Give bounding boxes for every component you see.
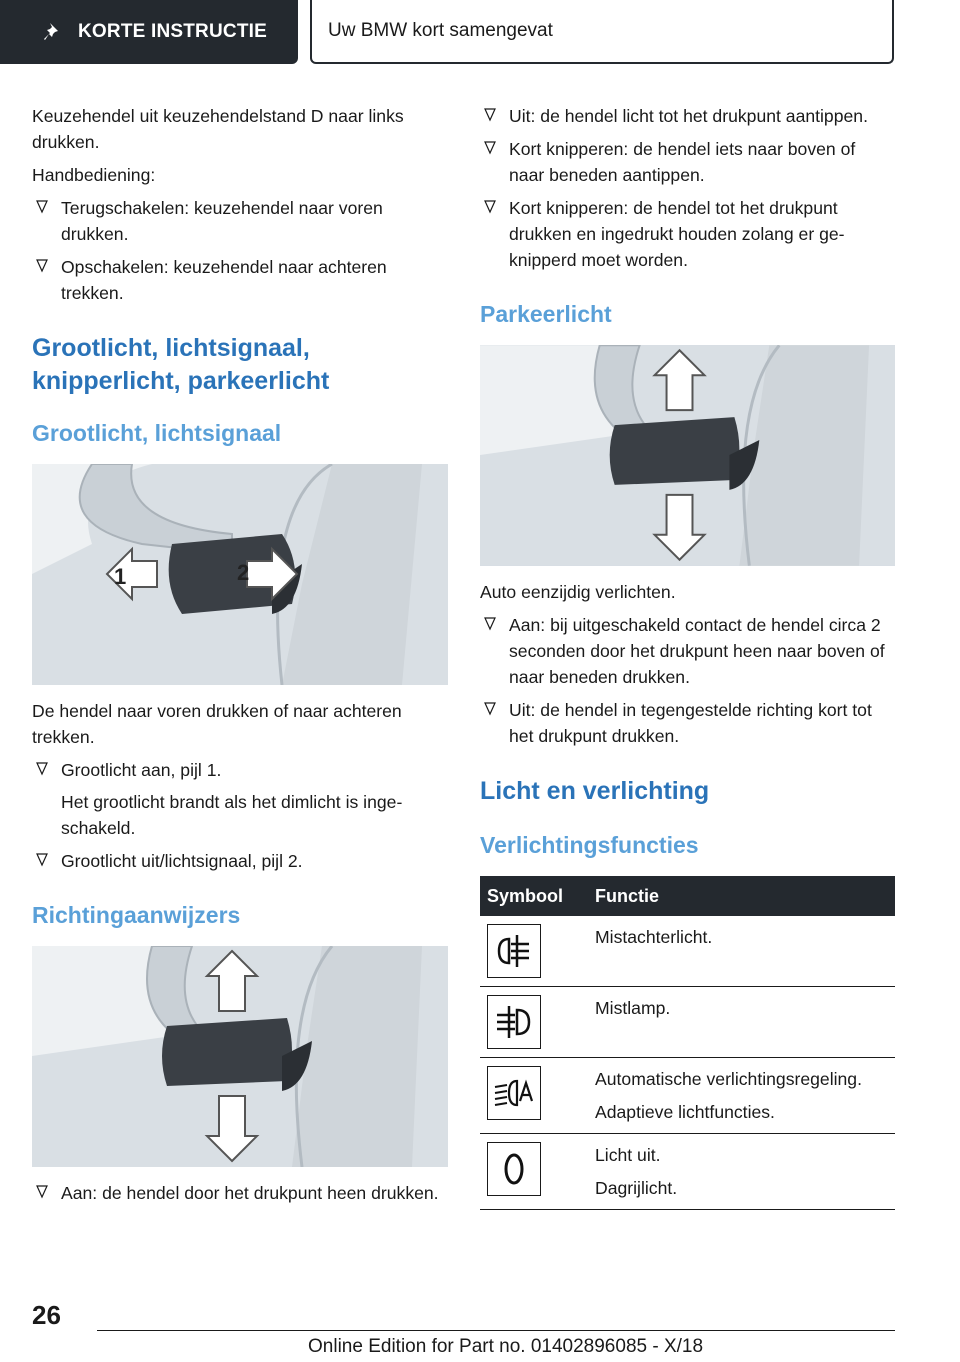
lighting-functions-table [480,876,895,1210]
subsection-heading-functies: Verlichtingsfuncties [480,832,699,858]
list-item-text: Aan: de hendel door het drukpunt heen drukken. [61,1183,439,1203]
list-item [480,697,895,749]
list-item [32,1180,448,1206]
section-heading-licht: Licht en verlichting [480,777,710,805]
handbediening-label: Handbediening: [32,165,156,185]
list-item [32,254,448,306]
table-row [480,1134,895,1210]
page-number: 26 [32,1300,61,1330]
symbol-cell [480,987,595,1058]
grootlicht-text: De hendel naar voren drukken of naar achteren trekken. [32,701,402,747]
triangle-bullet-icon [36,853,48,867]
parking-light-figure [480,345,895,566]
list-item-text: Uit: de hendel licht tot het drukpunt aantippen. [509,106,868,126]
function-text: Dagrijlicht. [595,1178,678,1198]
richting-list [32,1180,448,1206]
right-column [480,103,895,1210]
high-beam-illustration [32,464,448,685]
triangle-bullet-icon [484,200,496,214]
list-item-text: Kort knipperen: de hendel iets naar boven of naar beneden aantippen. [509,139,856,185]
triangle-bullet-icon [36,762,48,776]
function-cell [595,916,895,987]
list-item-text: Grootlicht aan, pijl 1. [61,760,222,780]
triangle-bullet-icon [484,141,496,155]
section-tab-label: KORTE INSTRUCTIE [78,21,267,42]
function-text: Adaptieve lichtfuncties. [595,1102,775,1122]
column-header-symbol: Symbool [480,876,595,916]
chapter-title: Uw BMW kort samengevat [328,20,553,41]
triangle-bullet-icon [36,1185,48,1199]
list-item-subtext: Het grootlicht brandt als het dimlicht is ingeschakeld. [61,792,403,838]
list-item-text: Grootlicht uit/lichtsignaal, pijl 2. [61,851,303,871]
list-item-text: Uit: de hendel in tegengestelde richting kort tot het drukpunt drukken. [509,700,872,746]
fog-lamp-icon [487,995,541,1049]
turn-signal-figure [32,946,448,1167]
arrow-label-2: 2 [237,560,250,585]
left-column [32,103,448,1213]
footer-edition: Online Edition for Part no. 01402896085 - X/18 [308,1336,704,1357]
function-text: Mistlamp. [595,998,671,1018]
section-heading: Grootlicht, lichtsignaal, knipperlicht, parkeerlicht [32,334,330,395]
turn-signal-illustration [32,946,448,1167]
table-row [480,1058,895,1134]
function-cell [595,987,895,1058]
page-header [0,0,960,66]
list-item [32,195,448,247]
light-off-icon [487,1142,541,1196]
symbol-cell [480,1134,595,1210]
subsection-heading-parkeer: Parkeerlicht [480,301,612,327]
list-item [32,757,448,841]
list-item [32,848,448,874]
parkeer-list [480,612,895,749]
triangle-bullet-icon [484,108,496,122]
list-item [480,195,895,273]
intro-paragraph: Keuzehendel uit keuzehendelstand D naar links drukken. [32,106,404,152]
pin-icon [42,20,66,44]
subsection-heading-richting: Richtingaanwijzers [32,902,241,928]
column-header-function: Functie [595,876,895,916]
list-item-text: Terugschakelen: keuzehendel naar voren drukken. [61,198,383,244]
parkeer-text: Auto eenzijdig verlichten. [480,582,676,602]
list-item [480,103,895,129]
function-cell [595,1058,895,1134]
function-text: Mistachterlicht. [595,927,713,947]
richting-list-continued [480,103,895,273]
grootlicht-list [32,757,448,874]
list-item [480,612,895,690]
auto-headlight-icon [487,1066,541,1120]
arrow-label-1: 1 [114,564,127,589]
list-item-text: Aan: bij uitgeschakeld contact de hendel circa 2 seconden door het drukpunt heen naar boven of naar beneden drukken. [509,615,885,687]
triangle-bullet-icon [484,617,496,631]
table-header-row [480,876,895,916]
list-item-text: Opschakelen: keuzehendel naar achteren trekken. [61,257,387,303]
symbol-cell [480,1058,595,1134]
high-beam-figure [32,464,448,685]
subsection-heading-grootlicht: Grootlicht, lichtsignaal [32,420,282,446]
rear-fog-light-icon [487,924,541,978]
list-item [480,136,895,188]
function-text: Licht uit. [595,1145,661,1165]
list-item-text: Kort knipperen: de hendel tot het drukpunt drukken en ingedrukt houden zolang er geknipperd moet worden. [509,198,845,270]
table-row [480,987,895,1058]
triangle-bullet-icon [36,200,48,214]
triangle-bullet-icon [36,259,48,273]
footer-divider [97,1330,895,1331]
parking-light-illustration [480,345,895,566]
hand-list [32,195,448,306]
section-tab[interactable] [0,0,298,64]
chapter-title-box [310,0,894,64]
function-cell [595,1134,895,1210]
function-text: Automatische verlichtingsregeling. [595,1069,862,1089]
triangle-bullet-icon [484,702,496,716]
symbol-cell [480,916,595,987]
table-row [480,916,895,987]
